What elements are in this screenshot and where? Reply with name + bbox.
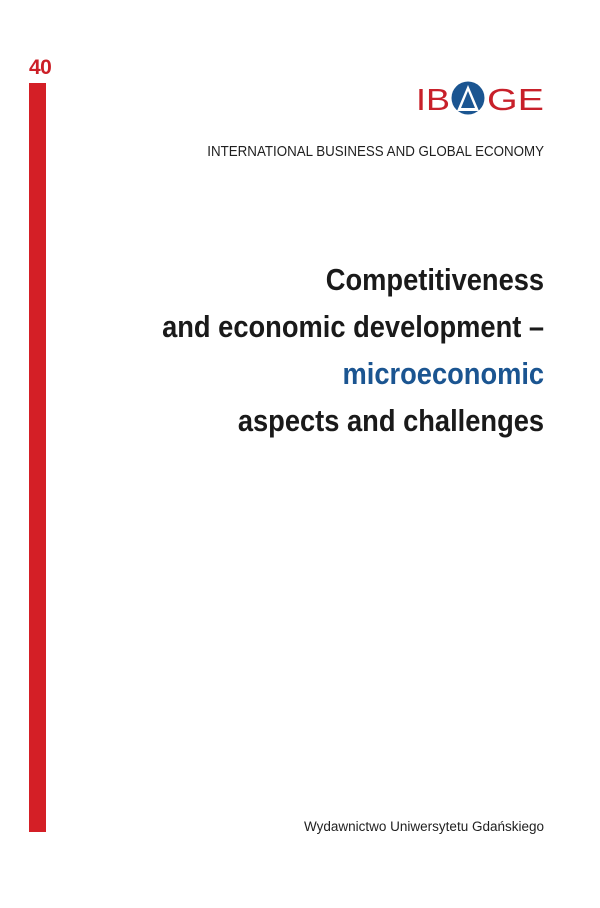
- triangle-in-circle-icon: [452, 82, 485, 115]
- logo-text-right: GE: [487, 82, 544, 116]
- title-line-2: and economic development –: [161, 309, 544, 344]
- title-line-3: microeconomic: [342, 356, 544, 391]
- red-side-bar: [29, 83, 46, 832]
- issue-number: 40: [29, 56, 52, 79]
- title-line-1: Competitiveness: [325, 262, 544, 297]
- ibage-logo: [416, 80, 546, 116]
- book-title: [110, 256, 544, 444]
- title-line-4: aspects and challenges: [237, 403, 545, 438]
- logo-text-left: IB: [416, 82, 450, 116]
- series-name: INTERNATIONAL BUSINESS AND GLOBAL ECONOMY: [207, 144, 544, 160]
- publisher-name: Wydawnictwo Uniwersytetu Gdańskiego: [304, 819, 544, 834]
